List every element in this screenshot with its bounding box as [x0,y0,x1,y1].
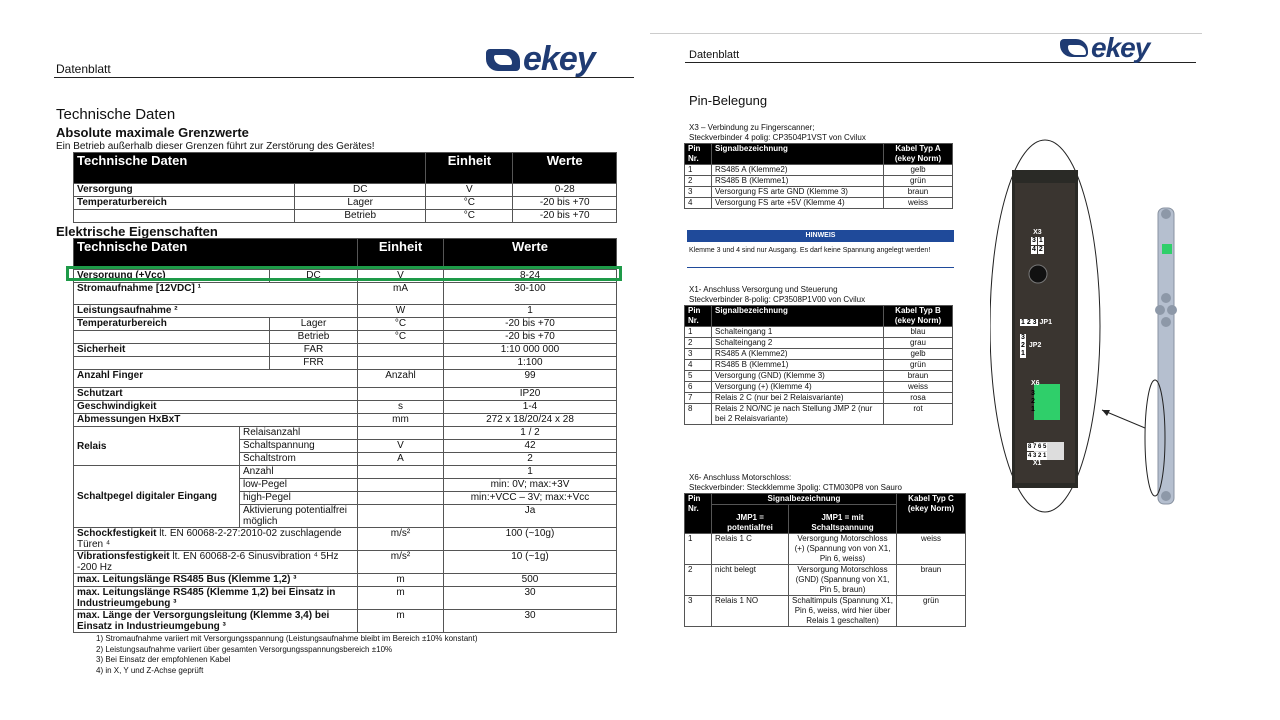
section-title: Technische Daten [56,106,176,123]
abs-max-note: Ein Betrieb außerhalb dieser Grenzen führt zur Zerstörung des Gerätes! [56,141,375,152]
right-header: Datenblatt [689,49,740,61]
ekey-logo: ekey [486,40,595,79]
elek-title: Elektrische Eigenschaften [56,224,218,239]
abs-max-title: Absolute maximale Grenzwerte [56,125,249,140]
x1-title: X1- Anschluss Versorgung und Steuerung Steckverbinder 8-polig: CP3508P1V00 von Cvilux [689,285,866,304]
jp2-label: 3 2 1 JP2 [1021,334,1042,357]
footnotes: 1) Stromaufnahme variiert mit Versorgungsspannung (Leistungsaufnahme bleibt im Bereich ±10% konstant) 2) Leistungsaufnahme variiert über gesamten Versorgungsspannungsbereich ±10% 3) Bei Einsatz der empfohlenen Kabel 4) in X, Y und Z-Achse geprüft [96,634,478,675]
x1-table: Pin Nr. Signalbezeichnung Kabel Typ B (ekey Norm) 1 Schalteingang 1 blau 2 Schalteingang 2 grau 3 RS485 A (Klemme2) gelb 4 RS485 B (Klemme1) grün 5 Versorgung (GND) (Klemme 3) braun 6 Versorgung (+) (Klemme 4) weiss 7 Relais 2 C (nur bei 2 Relaisvariante) rosa 8 Relais 2 NO/NC je nach Stellung JMP 2 (nur bei 2 Relaisvariante) rot [684,305,953,425]
jp1-label: 1 2 3 JP1 [1021,319,1052,326]
x6-table: Pin Nr. Signalbezeichnung Kabel Typ C (ekey Norm) JMP1 = potentialfrei JMP1 = mit Schaltspannung 1 Relais 1 C Versorgung Motorschloss (+) (Spannung von von X1, Pin 6, weiss) weiss 2 nicht belegt Versorgung Motorschloss (GND) (Spannung von X1, Pin 5, braun) braun 3 Relais 1 NO Schaltimpuls (Spannung X1, Pin 6, weiss, wird hier über Relais 1 geschalten) grün [684,493,966,627]
board-photo [990,138,1220,518]
x6-label: X6 3 2 1 [1031,380,1040,413]
highlight-box [66,266,622,281]
hinweis-bar: HINWEIS [687,230,954,242]
hinweis-text: Klemme 3 und 4 sind nur Ausgang. Es darf keine Spannung angelegt werden! [689,247,931,254]
x3-label: X3 3 1 4 2 [1032,229,1043,253]
x3-table: Pin Nr. Signalbezeichnung Kabel Typ A (ekey Norm) 1 RS485 A (Klemme2) gelb 2 RS485 B (Klemme1) grün 3 Versorgung FS arte GND (Klemme 3) braun 4 Versorgung FS arte +5V (Klemme 4) weiss [684,143,953,209]
x1-label: 8 7 6 5 4 3 2 1 X1 [1028,444,1047,467]
x6-title: X6- Anschluss Motorschloss: Steckverbinder: Steckklemme 3polig: CTM030P8 von Sauro [689,473,902,492]
left-header: Datenblatt [56,62,111,76]
x3-title: X3 – Verbindung zu Fingerscanner; Steckverbinder 4 polig: CP3504P1VST von Cvilux [689,123,866,142]
pin-title: Pin-Belegung [689,93,768,108]
elek-table: Technische Daten Einheit Werte Versorgung (+Vcc) DC V 8-24 Stromaufnahme [12VDC] ¹ mA 30-100 Leistungsaufnahme ² W 1 Temperaturbereich Lager °C -20 bis +70 Betrieb °C -20 bis +70 Sicherheit FAR 1:10 000 000 FRR 1:100 Anzahl Finger Anzahl 99 Schutzart IP20 Geschwindigkeit s 1-4 Abmessungen HxBxT mm 272 x 18/20/24 x 28 Relais Relaisanzahl 1 / 2 Schaltspannung V 42 Schaltstrom A 2 Schaltpegel digitaler Eingang Anzahl 1 low-Pegel min: 0V; max:+3V high-Pegel min:+VCC – 3V; max:+Vcc Aktivierung potentialfrei möglich Ja Schockfestigkeit lt. EN 60068-2-27:2010-02 zuschlagende Türen ⁴ m/s² 100 (~10g) Vibrationsfestigkeit lt. EN 60068-2-6 Sinusvibration ⁴ 5Hz -200 Hz m/s² 10 (~1g) max. Leitungslänge RS485 Bus (Klemme 1,2) ³ m 500 max. Leitungslänge RS485 (Klemme 1,2) bei Einsatz in Industrieumgebung ³ m 30 max. Länge der Versorgungsleitung (Klemme 3,4) bei Einsatz in Industrieumgebung ³ m 30 [73,238,617,633]
ekey-logo-right: ekey [1060,32,1149,64]
abs-max-table: Technische Daten Einheit Werte Versorgung DC V 0-28 Temperaturbereich Lager °C -20 bis +70 Betrieb °C -20 bis +70 [73,152,617,223]
